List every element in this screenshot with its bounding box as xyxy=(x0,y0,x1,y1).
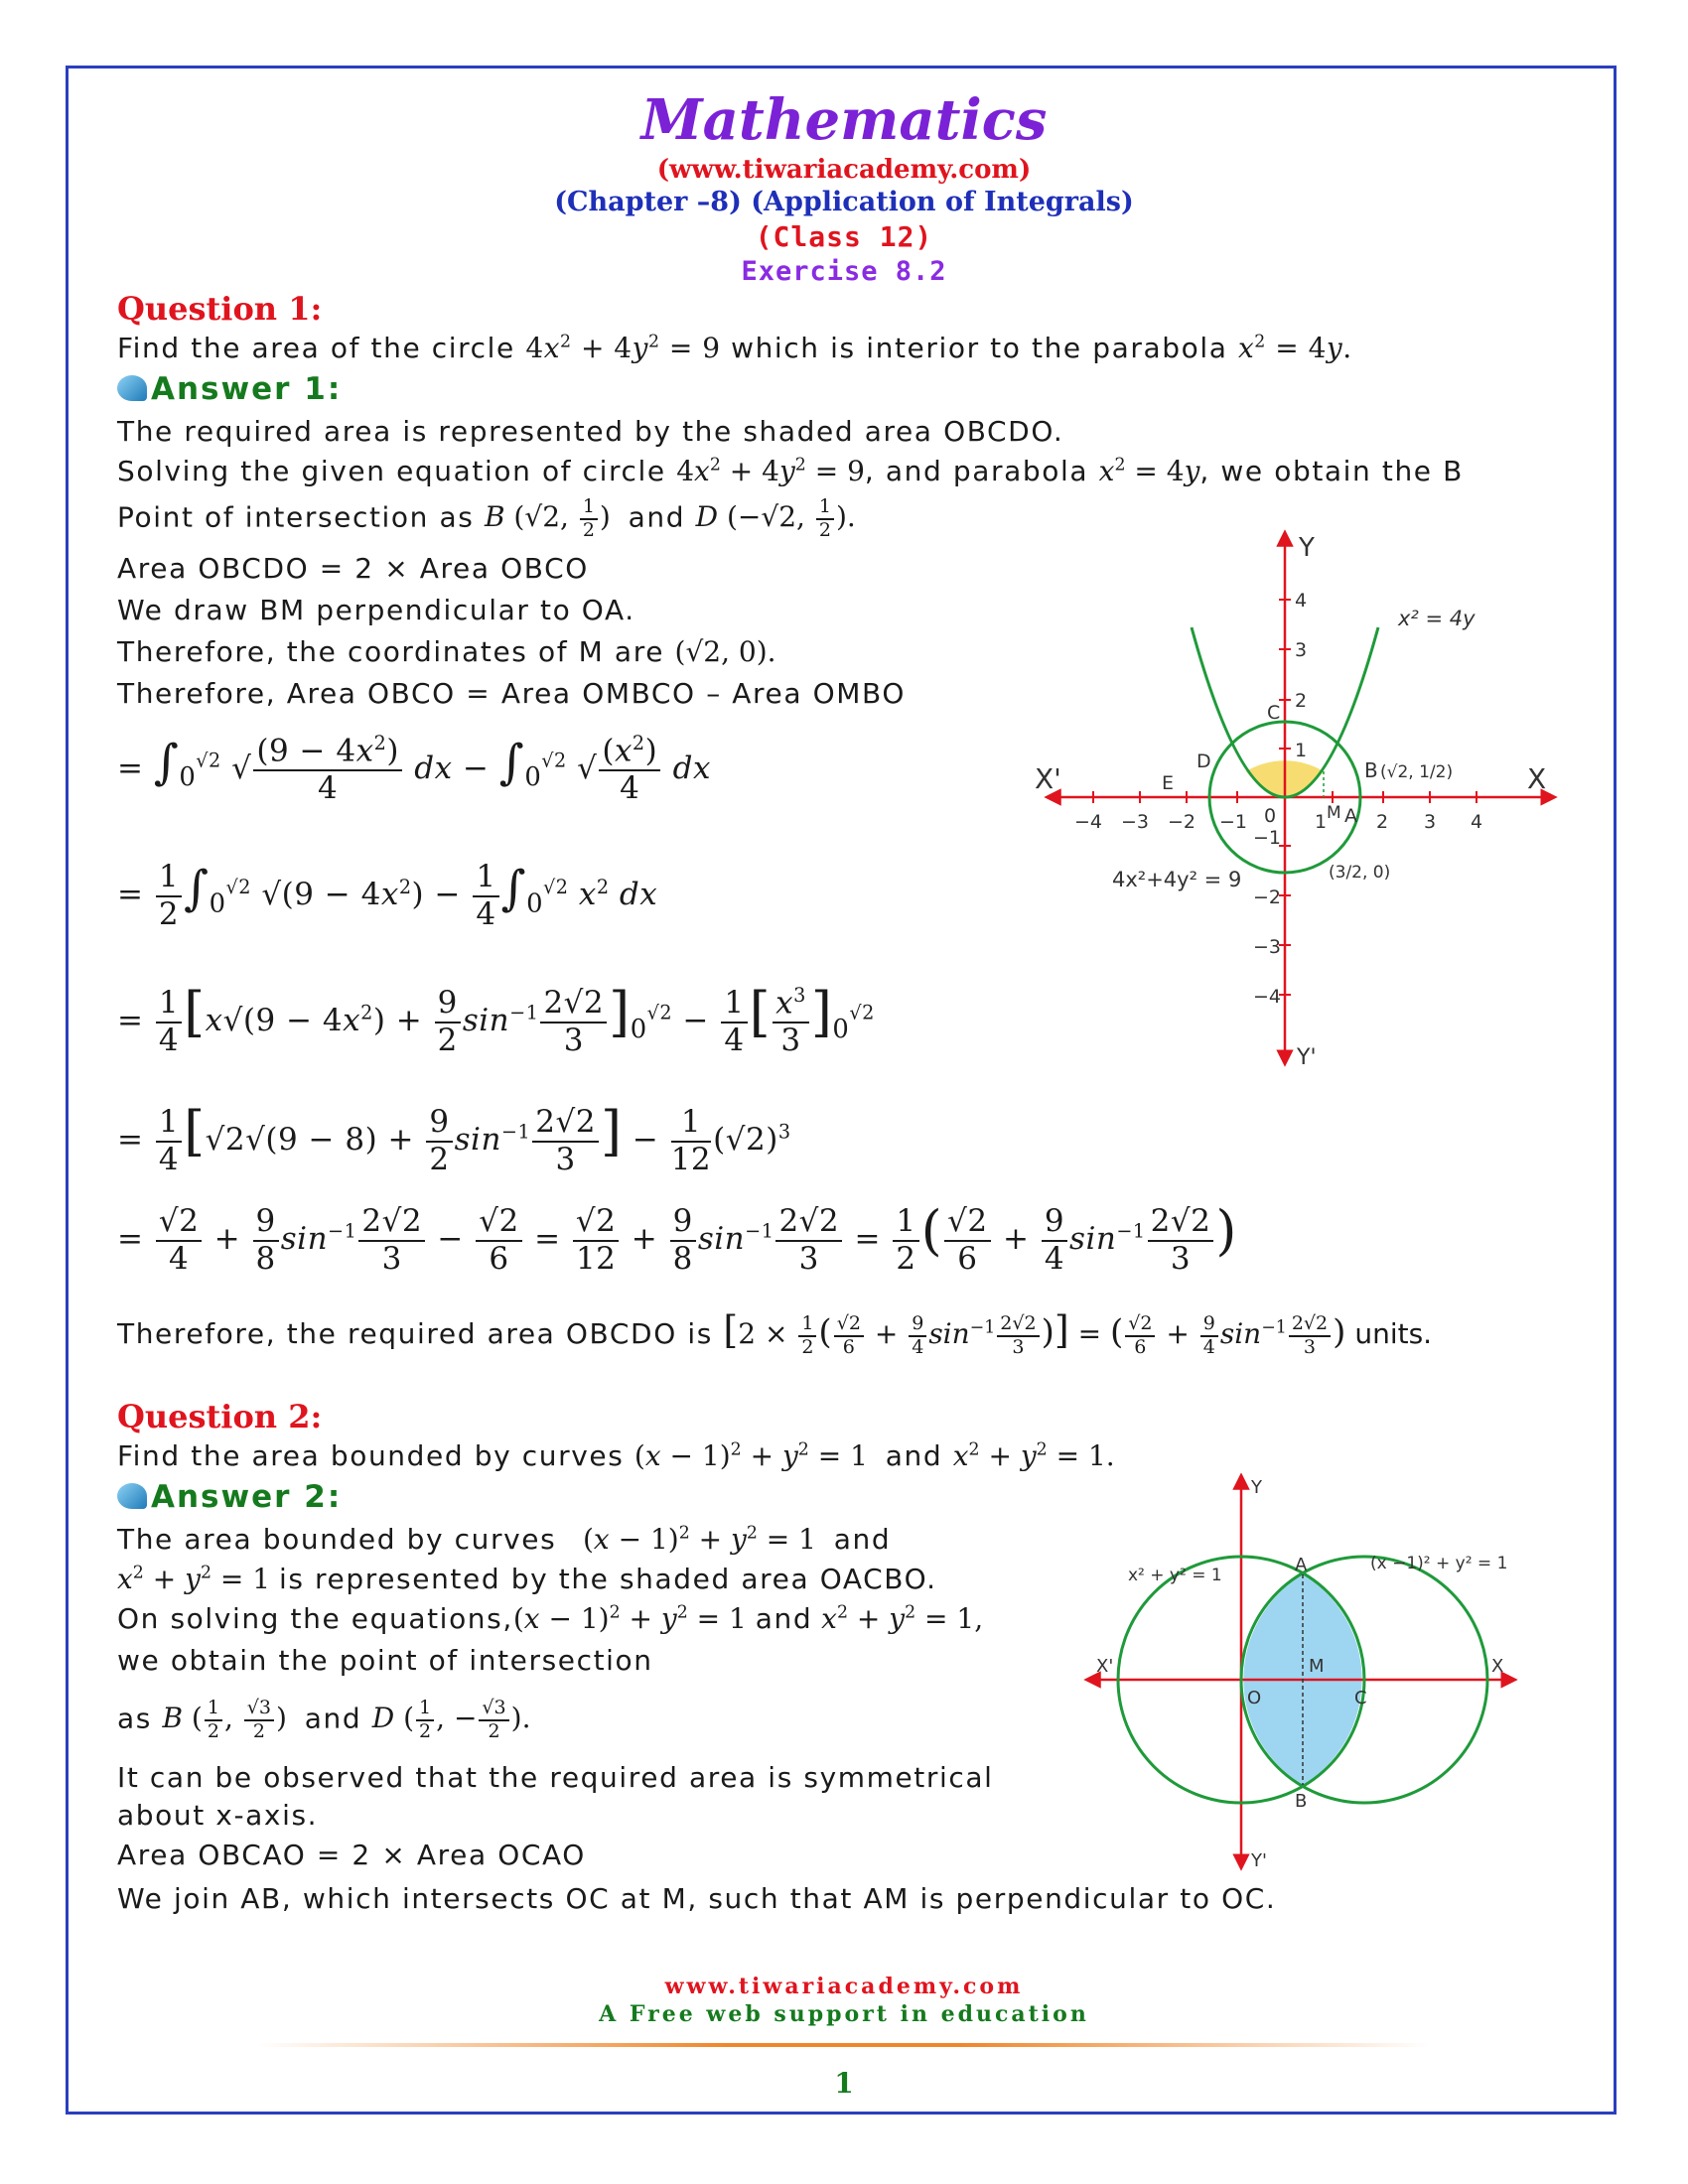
svg-text:4: 4 xyxy=(1471,811,1483,833)
circle-label: 4x²+4y² = 9 xyxy=(1112,868,1242,891)
answer-2-line-5: as B ( $\frac{1}{2}$ , $\frac{√3}{2}$ ) and D ( $\frac{1}{2}$ , − $\frac{√3}{2}$ ). xyxy=(117,1697,531,1742)
circle-1-label: x² + y² = 1 xyxy=(1128,1566,1222,1585)
question-1-text: Find the area of the circle $4x^2 + 4y^2 = 9$ which is interior to the parabola $x^2 = 4y$. xyxy=(117,332,1352,364)
answer-1-line-2: Solving the given equation of circle $4x^2 + 4y^2 = 9$, and parabola $x^2 = 4y$, we obtain the B xyxy=(117,455,1464,487)
answer-1-label: Answer 1: xyxy=(117,371,342,407)
svg-text:2: 2 xyxy=(1376,811,1389,833)
svg-text:1: 1 xyxy=(1295,740,1308,761)
math-step-3: = $\frac{1}{4}$ [$x√(9 - 4x^2)$ + $\frac{9}{2}$ $\sin^{-1}$ $\frac{2√2}{3}$ ]$_0^{√2}$ − $\frac{1}{4}$ [ $\frac{x^3}{3}$ ]$_0^{√2}$ xyxy=(117,981,875,1059)
svg-text:−2: −2 xyxy=(1168,811,1196,833)
tiwari-logo-icon xyxy=(117,375,147,401)
point-e-label: E xyxy=(1162,772,1175,794)
tiwari-logo-icon xyxy=(117,1483,147,1509)
point-a-label: A xyxy=(1295,1555,1308,1575)
point-a-coords: (3/2, 0) xyxy=(1329,863,1391,883)
point-m-label: M xyxy=(1309,1656,1325,1677)
answer-2-line-1: The area bounded by curves $(x - 1)^2 + y^2 = 1$ and xyxy=(117,1523,892,1556)
answer-1-line-7: Therefore, Area OBCO = Area OMBCO – Area OMBO xyxy=(117,677,906,710)
point-b-label: B xyxy=(1364,758,1378,782)
svg-text:−3: −3 xyxy=(1253,936,1282,958)
y-neg-axis-label: Y' xyxy=(1251,1850,1267,1871)
answer-2-line-9: We join AB, which intersects OC at M, such that AM is perpendicular to OC. xyxy=(117,1882,1277,1915)
footer-tagline: A Free web support in education xyxy=(599,2001,1089,2027)
parabola-label: x² = 4y xyxy=(1398,607,1476,630)
math-step-4: = $\frac{1}{4}$ [√2√(9 − 8) + $\frac{9}{2}$ $\sin^{-1}$ $\frac{2√2}{3}$ ] − $\frac{1}{12}$ $(√2)^3$ xyxy=(117,1100,791,1177)
y-axis-label: Y xyxy=(1299,533,1315,563)
answer-1-line-4: Area OBCDO = 2 × Area OBCO xyxy=(117,552,589,585)
point-m-label: M xyxy=(1327,803,1341,823)
circle-2-label: (x −1)² + y² = 1 xyxy=(1370,1554,1508,1573)
svg-text:−4: −4 xyxy=(1253,986,1282,1008)
answer-2-line-6: It can be observed that the required area is symmetrical xyxy=(117,1761,994,1794)
svg-text:−3: −3 xyxy=(1121,811,1150,833)
answer-1-line-6: Therefore, the coordinates of M are (√2, 0). xyxy=(117,635,776,668)
x-neg-axis-label: X' xyxy=(1035,762,1061,795)
point-d-label: D xyxy=(1196,751,1211,772)
math-step-1: = $\int_0^{√2}$ √ $\frac{(9 - 4x^2)}{4}$ dx − $\int_0^{√2}$ √ $\frac{(x^2)}{4}$ dx xyxy=(117,732,711,806)
point-b-label: B xyxy=(1295,1791,1308,1812)
footer-divider xyxy=(258,2043,1430,2047)
answer-1-line-1: The required area is represented by the shaded area OBCDO. xyxy=(117,415,1064,448)
point-a-label: A xyxy=(1344,805,1357,827)
class-heading: (Class 12) xyxy=(755,220,933,253)
question-1-label: Question 1: xyxy=(117,290,323,328)
svg-text:3: 3 xyxy=(1295,639,1308,661)
svg-text:2: 2 xyxy=(1295,690,1308,712)
answer-2-line-8: Area OBCAO = 2 × Area OCAO xyxy=(117,1839,586,1871)
point-c-label: C xyxy=(1267,702,1281,724)
chapter-heading: (Chapter –8) (Application of Integrals) xyxy=(554,187,1134,217)
x-axis-label: X xyxy=(1491,1656,1504,1677)
origin-label: 0 xyxy=(1264,805,1277,827)
answer-1-line-3: Point of intersection as B (√2, $\frac{1}{2}$ ) and D (−√2, $\frac{1}{2}$ ). xyxy=(117,495,856,541)
svg-text:−1: −1 xyxy=(1253,827,1282,849)
svg-text:−1: −1 xyxy=(1219,811,1248,833)
origin-label: O xyxy=(1247,1688,1262,1708)
answer-2-line-4: we obtain the point of intersection xyxy=(117,1644,653,1677)
svg-text:1: 1 xyxy=(1315,811,1328,833)
point-c-label: C xyxy=(1354,1688,1367,1708)
site-url[interactable]: (www.tiwariacademy.com) xyxy=(656,155,1032,185)
exercise-heading: Exercise 8.2 xyxy=(741,256,947,287)
page-number: 1 xyxy=(834,2067,854,2100)
graph-2-two-circles xyxy=(1082,1473,1519,1878)
math-step-5: = $\frac{√2}{4}$ + $\frac{9}{8}$ $\sin^{-1}$ $\frac{2√2}{3}$ − $\frac{√2}{6}$ = $\frac{√2}{12}$ + $\frac{9}{8}$ $\sin^{-1}$ $\frac{2√2}{3}$ = $\frac{1}{2}$ ( $\frac{√2}{6}$ + $\frac{9}{4}$ $\sin^{-1}$ $\frac{2√2}{3}$ ) xyxy=(117,1199,1237,1277)
svg-text:3: 3 xyxy=(1424,811,1437,833)
answer-1-conclusion: Therefore, the required area OBCDO is [2 × $\frac{1}{2}$ ( $\frac{√2}{6}$ + $\frac{9}{4}$ $\sin^{-1}$ $\frac{2√2}{3}$ )] = ( $\frac{√2}{6}$ + $\frac{9}{4}$ $\sin^{-1}$ $\frac{2√2}{3}$ ) units. xyxy=(117,1308,1433,1358)
answer-1-line-5: We draw BM perpendicular to OA. xyxy=(117,594,635,626)
question-2-text: Find the area bounded by curves $(x - 1)^2 + y^2 = 1$ and $x^2 + y^2 = 1$. xyxy=(117,1439,1115,1472)
answer-2-label: Answer 2: xyxy=(117,1479,342,1515)
svg-text:4: 4 xyxy=(1295,590,1308,612)
x-axis-label: X xyxy=(1527,762,1547,795)
svg-text:−4: −4 xyxy=(1074,811,1103,833)
point-b-coords: (√2, 1/2) xyxy=(1380,762,1454,782)
svg-text:−2: −2 xyxy=(1253,887,1282,908)
question-2-label: Question 2: xyxy=(117,1398,323,1435)
answer-2-line-3: On solving the equations,(x − $1)^2 + y^2 = 1$ and $x^2 + y^2 = 1$, xyxy=(117,1602,984,1635)
y-axis-label: Y xyxy=(1251,1477,1262,1498)
answer-2-line-7: about x-axis. xyxy=(117,1799,319,1832)
y-neg-axis-label: Y' xyxy=(1297,1045,1317,1070)
x-neg-axis-label: X' xyxy=(1096,1656,1114,1677)
answer-2-line-2: $x^2 + y^2 = 1$ is represented by the shaded area OACBO. xyxy=(117,1563,937,1595)
footer-url[interactable]: www.tiwariacademy.com xyxy=(664,1974,1024,1999)
page-title: Mathematics xyxy=(640,87,1048,153)
y-tick-labels xyxy=(1253,590,1307,1008)
graph-1-circle-parabola xyxy=(1033,526,1559,1082)
math-step-2: = $\frac{1}{2}$ $\int_0^{√2}$ $√(9 - 4x^2)$ − $\frac{1}{4}$ $\int_0^{√2}$ $x^2$ dx xyxy=(117,859,658,932)
